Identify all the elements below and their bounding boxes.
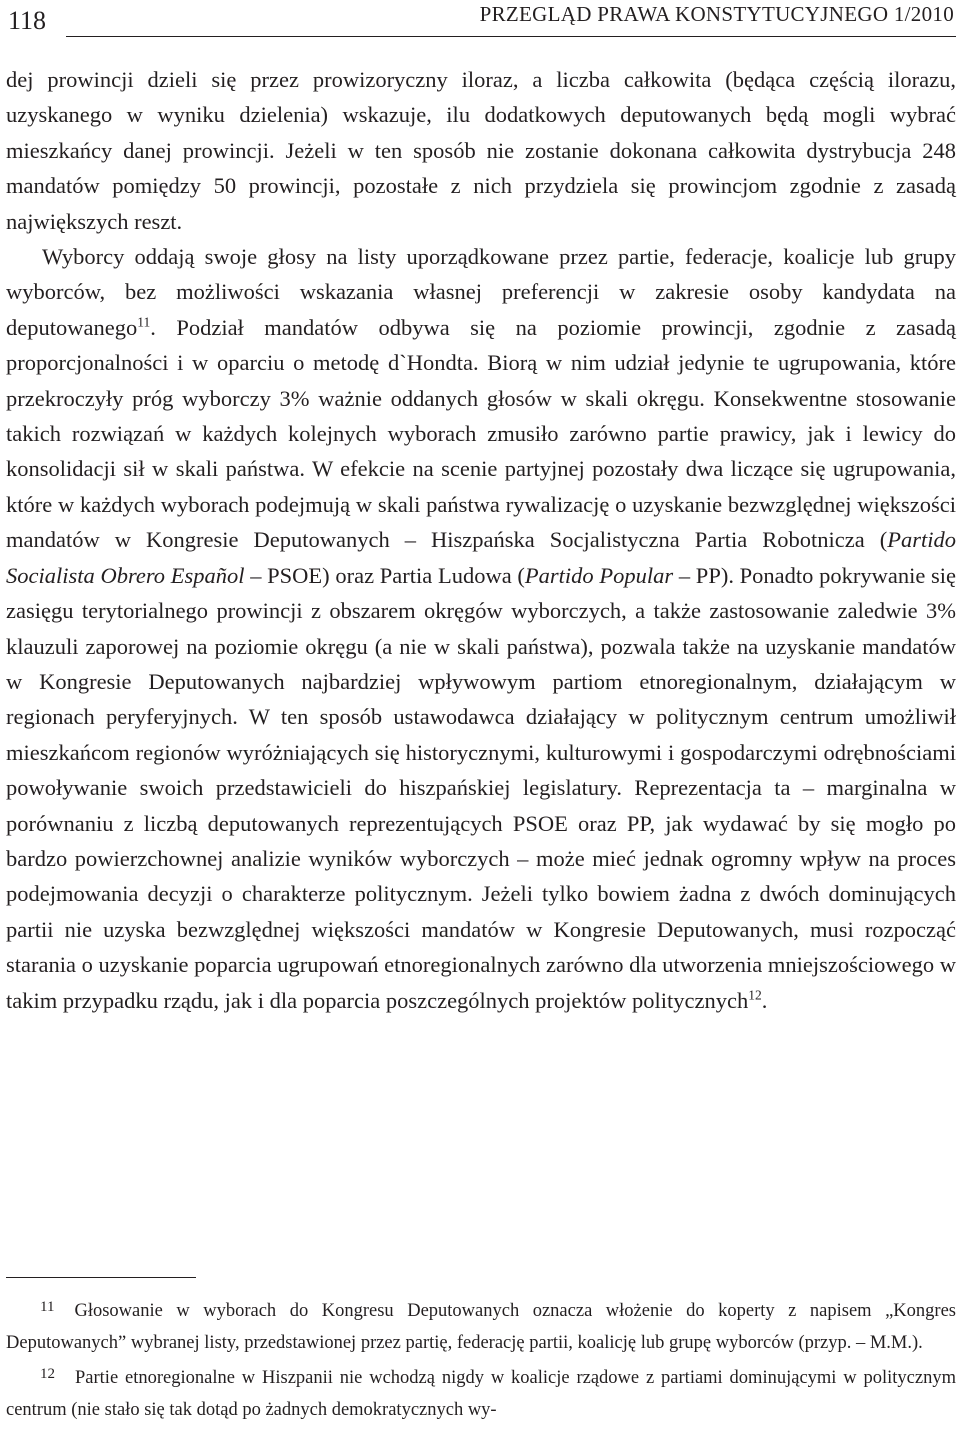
body-text xyxy=(6,62,956,1018)
page-header xyxy=(4,0,956,40)
paragraph-2-text-e: . xyxy=(761,987,768,1013)
footnote-11 xyxy=(6,1292,956,1359)
footnote-text: Głosowanie w wyborach do Kongresu Deputowanych oznacza włożenie do koperty z napisem „Kongres Deputowanych” wybranej listy, przedstawionej przez partię, federację partii, koalicję lub grupę wyborców (przyp. – M.M.). xyxy=(6,1301,956,1353)
paragraph-2-text-b: . Podział mandatów odbywa się na poziomie prowincji, zgodnie z zasadą proporcjonalności i w oparciu o metodę d`Hondta. Biorą w nim udział jedynie te ugrupowania, które przekroczyły próg wyborczy 3% ważnie oddanych głosów w skali okręgu. Konsekwentne stosowanie takich rozwiązań w każdych kolejnych wyborach zmusiło zarówno partie prawicy, jak i lewicy do konsolidacji sił w skali państwa. W efekcie na scenie partyjnej pozostały dwa liczące się ugrupowania, które w każdych wyborach podejmują w skali państwa rywalizację o uzyskanie bezwzględnej większości mandatów w Kongresie Deputowanych – Hiszpańska Socjalistyczna Partia Robotnicza ( xyxy=(6,314,956,553)
footnote-12 xyxy=(6,1359,956,1426)
paragraph-2 xyxy=(6,239,956,1018)
header-rule xyxy=(66,36,956,37)
footnote-number: 11 xyxy=(40,1299,55,1315)
paragraph-2-text-d: – PP). Ponadto pokrywanie się zasięgu terytorialnego prowincji z obszarem okręgów wyborczych, a także zastosowanie zaledwie 3% klauzuli zaporowej na poziomie okręgu (a nie w skali państwa), pozwala także na uzyskanie mandatów w Kongresie Deputowanych najbardziej wpływowym partiom etnoregionalnym, działającym w regionach peryferyjnych. W ten sposób ustawodawca działający w politycznym centrum umożliwił mieszkańcom regionów wyróżniających się historycznymi, kulturowymi i gospodarczymi odrębnościami powoływanie swoich przedstawicieli do hiszpańskiej legislatury. Reprezentacja ta – marginalna w porównaniu z liczbą deputowanych reprezentujących PSOE oraz PP, jak wydawać by się mogło po bardzo powierzchownej analizie wyników wyborczych – może mieć jednak ogromny wpływ na proces podejmowania decyzji o charakterze politycznym. Jeżeli tylko bowiem żadna z dwóch dominujących partii nie uzyska bezwzględnej większości mandatów w Kongresie Deputowanych, musi rozpocząć starania o uzyskanie poparcia ugrupowań etnoregionalnych zarówno dla utworzenia mniejszościowego w takim przypadku rządu, jak i dla poparcia poszczególnych projektów politycznych xyxy=(6,562,957,1013)
paragraph-2-text-c: – PSOE) oraz Partia Ludowa ( xyxy=(244,562,525,588)
footnotes xyxy=(6,1292,956,1426)
footnote-separator xyxy=(6,1277,196,1278)
page-number: 118 xyxy=(8,6,47,35)
footnote-ref-12: 12 xyxy=(748,987,762,1003)
footnote-number: 12 xyxy=(40,1366,55,1382)
party-name-psoe: Partido Socialista Obrero Español xyxy=(6,527,956,588)
footnote-ref-11: 11 xyxy=(137,314,151,330)
journal-title: PRZEGLĄD PRAWA KONSTYTUCYJNEGO 1/2010 xyxy=(479,2,954,26)
party-name-pp: Partido Popular xyxy=(524,562,674,588)
paragraph-2-text-a: Wyborcy oddają swoje głosy na listy uporządkowane przez partie, federacje, koalicje lub grupy wyborców, bez możliwości wskazania własnej preferencji w zakresie osoby kandydata na deputowanego xyxy=(6,244,956,340)
paragraph-1: dej prowincji dzieli się przez prowizoryczny iloraz, a liczba całkowita (będąca częścią ilorazu, uzyskanego w wyniku dzielenia) wskazuje, ilu dodatkowych deputowanych będą mogli wybrać mieszkańcy danej prowincji. Jeżeli w ten sposób nie zostanie dokonana całkowita dystrybucja 248 mandatów pomiędzy 50 prowincji, pozostałe z nich przydziela się prowincjom zgodnie z zasadą największych reszt. xyxy=(6,67,956,234)
footnote-text: Partie etnoregionalne w Hiszpanii nie wchodzą nigdy w koalicje rządowe z partiami dominującymi w politycznym centrum (nie stało się tak dotąd po żadnych demokratycznych wy- xyxy=(6,1368,956,1420)
